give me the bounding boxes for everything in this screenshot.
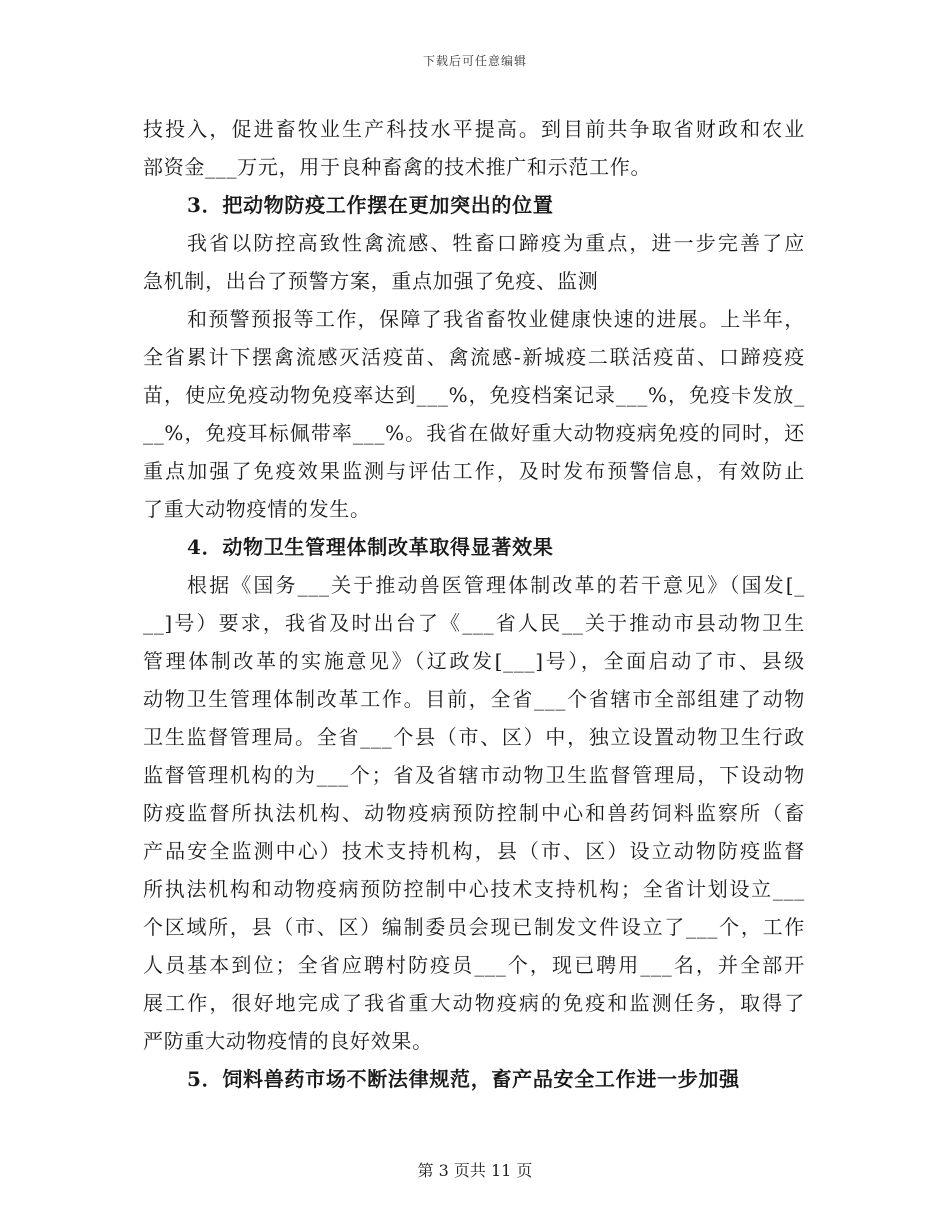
paragraph-line: __]号）要求，我省及时出台了《___省人民__关于推动市县动物卫生 <box>143 611 805 635</box>
paragraph-line: 急机制，出台了预警方案，重点加强了免疫、监测 <box>143 269 599 293</box>
paragraph-line: 了重大动物疫情的发生。 <box>143 497 371 521</box>
paragraph-line: 卫生监督管理局。全省___个县（市、区）中，独立设置动物卫生行政 <box>143 725 805 749</box>
paragraph-line: 人员基本到位；全省应聘村防疫员___个，现已聘用___名，并全部开 <box>143 953 805 977</box>
paragraph-line: 个区域所，县（市、区）编制委员会现已制发文件设立了___个，工作 <box>143 915 805 939</box>
paragraph-line: 管理体制改革的实施意见》（辽政发[___]号），全面启动了市、县级 <box>143 649 805 673</box>
paragraph-line: 苗，使应免疫动物免疫率达到___%，免疫档案记录___%，免疫卡发放_ <box>143 383 805 407</box>
paragraph-line: 重点加强了免疫效果监测与评估工作，及时发布预警信息，有效防止 <box>143 459 805 483</box>
paragraph-line: 部资金___万元，用于良种畜禽的技术推广和示范工作。 <box>143 155 652 179</box>
section-heading-3: 3．把动物防疫工作摆在更加突出的位置 <box>187 193 554 217</box>
section-heading-4: 4．动物卫生管理体制改革取得显著效果 <box>187 535 554 559</box>
paragraph-line: 我省以防控高致性禽流感、牲畜口蹄疫为重点，进一步完善了应 <box>187 231 805 255</box>
paragraph-line: 全省累计下摆禽流感灭活疫苗、禽流感-新城疫二联活疫苗、口蹄疫疫 <box>143 345 805 369</box>
document-body <box>143 110 805 1098</box>
paragraph-line: 所执法机构和动物疫病预防控制中心技术支持机构；全省计划设立___ <box>143 877 805 901</box>
page-number: 第 3 页共 11 页 <box>417 1161 533 1180</box>
paragraph-line: 和预警预报等工作，保障了我省畜牧业健康快速的进展。上半年， <box>187 307 805 331</box>
paragraph-line: 防疫监督所执法机构、动物疫病预防控制中心和兽药饲料监察所（畜 <box>143 801 805 825</box>
paragraph-line: 监督管理机构的为___个；省及省辖市动物卫生监督管理局，下设动物 <box>143 763 805 787</box>
page-header-note: 下载后可任意编辑 <box>422 54 527 68</box>
paragraph-line: 根据《国务___关于推动兽医管理体制改革的若干意见》（国发[_ <box>187 573 805 597</box>
paragraph-line: 严防重大动物疫情的良好效果。 <box>143 1029 433 1053</box>
paragraph-line: 产品安全监测中心）技术支持机构，县（市、区）设立动物防疫监督 <box>143 839 805 863</box>
paragraph-line: 展工作，很好地完成了我省重大动物疫病的免疫和监测任务，取得了 <box>143 991 805 1015</box>
paragraph-line: __%，免疫耳标佩带率___%。我省在做好重大动物疫病免疫的同时，还 <box>143 421 805 445</box>
paragraph-line: 技投入，促进畜牧业生产科技水平提高。到目前共争取省财政和农业 <box>143 117 805 141</box>
paragraph-line: 动物卫生管理体制改革工作。目前，全省___个省辖市全部组建了动物 <box>143 687 805 711</box>
section-heading-5: 5．饲料兽药市场不断法律规范，畜产品安全工作进一步加强 <box>187 1067 740 1091</box>
